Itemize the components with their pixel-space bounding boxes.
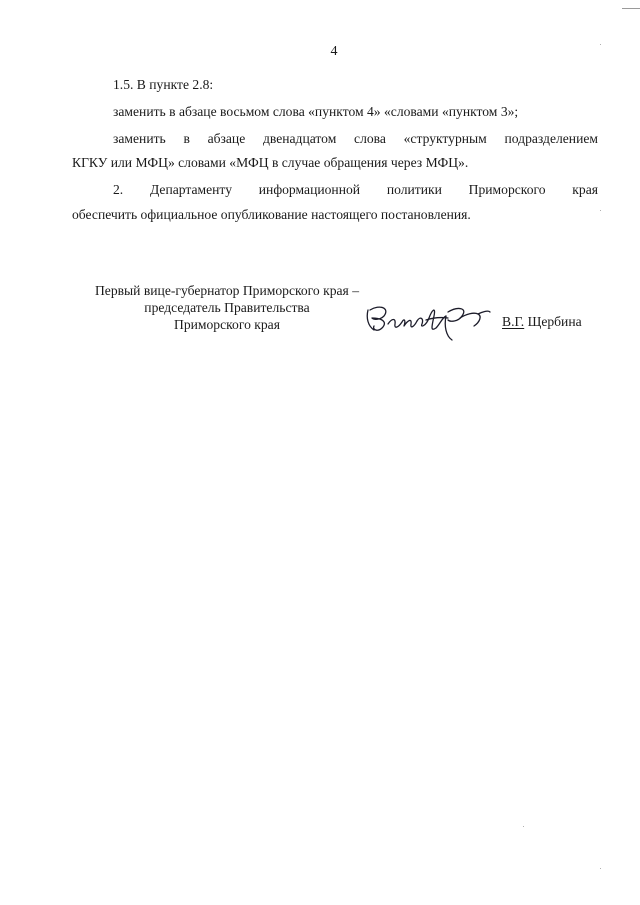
item-1-5-amendment-2-line-1: заменить в абзаце двенадцатом слова «структурным подразделением bbox=[113, 131, 598, 146]
item-1-5-amendment-2-line-2: КГКУ или МФЦ» словами «МФЦ в случае обращения через МФЦ». bbox=[72, 155, 469, 170]
scan-speck bbox=[600, 210, 601, 211]
item-2-line-2: обеспечить официальное опубликование настоящего постановления. bbox=[72, 207, 471, 222]
scan-speck bbox=[600, 44, 601, 45]
signer-name bbox=[502, 314, 582, 330]
signer-title-line-3: Приморского края bbox=[174, 317, 280, 332]
item-1-5-amendment-1: заменить в абзаце восьмом слова «пунктом 4» «словами «пунктом 3»; bbox=[113, 104, 519, 119]
scan-speck bbox=[523, 826, 524, 827]
scan-speck bbox=[600, 868, 601, 869]
page-number: 4 bbox=[330, 44, 338, 59]
item-2-line-1: 2. Департаменту информационной политики Приморского края bbox=[113, 182, 598, 197]
signer-initials: В.Г. bbox=[502, 314, 525, 329]
item-1-5-heading: 1.5. В пункте 2.8: bbox=[113, 77, 214, 92]
signer-title-line-2: председатель Правительства bbox=[144, 300, 310, 315]
signer-title-line-1: Первый вице-губернатор Приморского края – bbox=[94, 283, 359, 298]
scan-corner-mark bbox=[622, 8, 640, 9]
signer-surname: Щербина bbox=[524, 314, 582, 329]
handwritten-signature bbox=[362, 296, 494, 344]
